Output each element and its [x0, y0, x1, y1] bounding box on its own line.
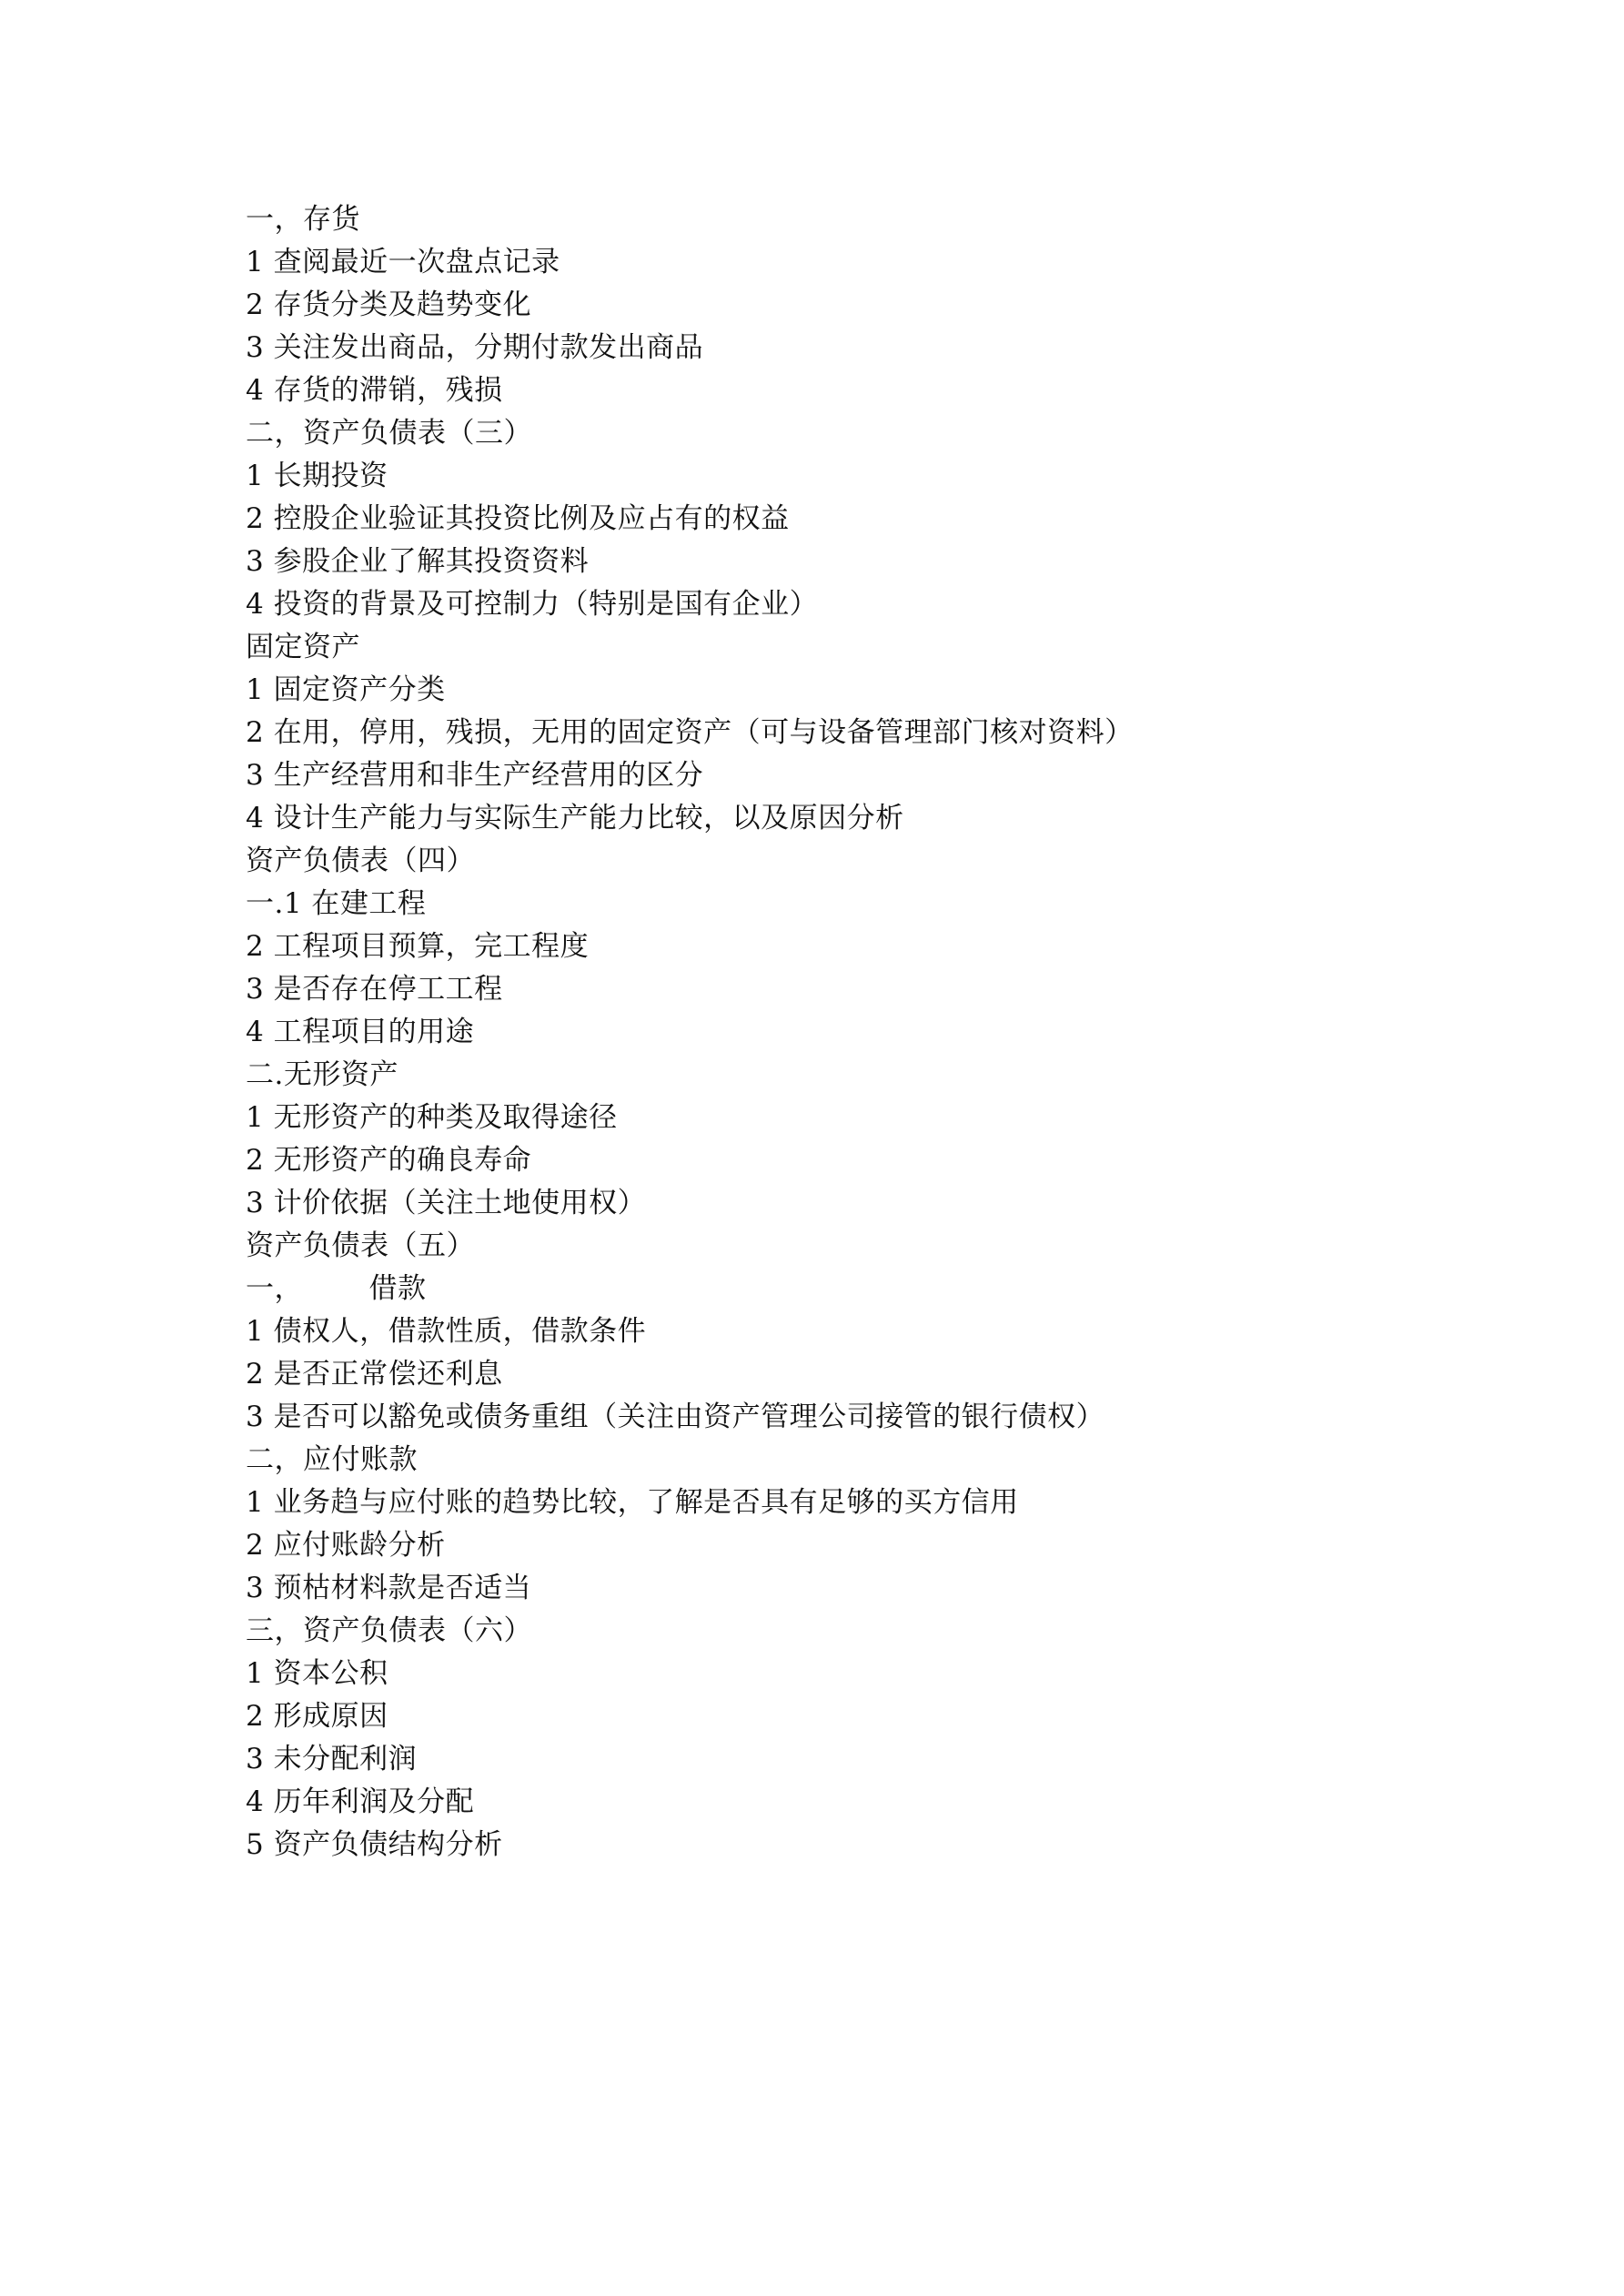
section-heading: 固定资产: [246, 631, 360, 663]
list-item: 一.1 在建工程: [246, 887, 427, 920]
section-heading: 资产负债表（四）: [246, 845, 475, 877]
list-item: 2 工程项目预算，完工程度: [246, 930, 590, 963]
list-item: 1 长期投资: [246, 460, 388, 492]
list-item: 3 计价依据（关注土地使用权）: [246, 1187, 647, 1219]
section-heading: 二，资产负债表（三）: [246, 417, 532, 450]
list-item: 3 预枯材料款是否适当: [246, 1572, 532, 1604]
list-item: 1 无形资产的种类及取得途径: [246, 1101, 618, 1134]
list-item: 1 查阅最近一次盘点记录: [246, 246, 560, 278]
list-item: 2 控股企业验证其投资比例及应占有的权益: [246, 502, 790, 535]
list-item: 2 形成原因: [246, 1700, 388, 1733]
list-item: 3 生产经营用和非生产经营用的区分: [246, 759, 704, 792]
list-item: 4 存货的滞销，残损: [246, 374, 503, 407]
section-heading: 二.无形资产: [246, 1058, 398, 1091]
list-item: 1 业务趋与应付账的趋势比较，了解是否具有足够的买方信用: [246, 1486, 1019, 1519]
section-heading: 三，资产负债表（六）: [246, 1614, 532, 1647]
list-item: 2 是否正常偿还利息: [246, 1358, 503, 1391]
section-heading: 一，存货: [246, 203, 360, 236]
list-item: 4 历年利润及分配: [246, 1785, 475, 1818]
document-body: [246, 198, 1428, 1866]
list-item: 4 设计生产能力与实际生产能力比较，以及原因分析: [246, 802, 904, 834]
list-item: 1 固定资产分类: [246, 673, 446, 706]
list-item: 1 资本公积: [246, 1657, 388, 1690]
list-item: 2 存货分类及趋势变化: [246, 288, 532, 321]
list-item: 3 未分配利润: [246, 1743, 418, 1775]
section-heading: 二，应付账款: [246, 1443, 418, 1476]
list-item: 2 应付账龄分析: [246, 1529, 446, 1562]
list-item: 1 债权人，借款性质，借款条件: [246, 1315, 647, 1348]
list-item: 2 在用，停用，残损，无用的固定资产（可与设备管理部门核对资料）: [246, 716, 1134, 749]
list-item: 3 是否存在停工工程: [246, 973, 503, 1006]
list-item: 2 无形资产的确良寿命: [246, 1144, 532, 1177]
list-item: 5 资产负债结构分析: [246, 1828, 503, 1861]
list-item: 3 关注发出商品，分期付款发出商品: [246, 331, 704, 364]
list-item: 3 参股企业了解其投资资料: [246, 545, 590, 578]
list-item: 4 投资的背景及可控制力（特别是国有企业）: [246, 588, 819, 621]
list-item: 3 是否可以豁免或债务重组（关注由资产管理公司接管的银行债权）: [246, 1401, 1105, 1433]
list-item: 4 工程项目的用途: [246, 1016, 475, 1048]
section-heading: 一， 借款: [246, 1272, 427, 1305]
section-heading: 资产负债表（五）: [246, 1229, 475, 1262]
